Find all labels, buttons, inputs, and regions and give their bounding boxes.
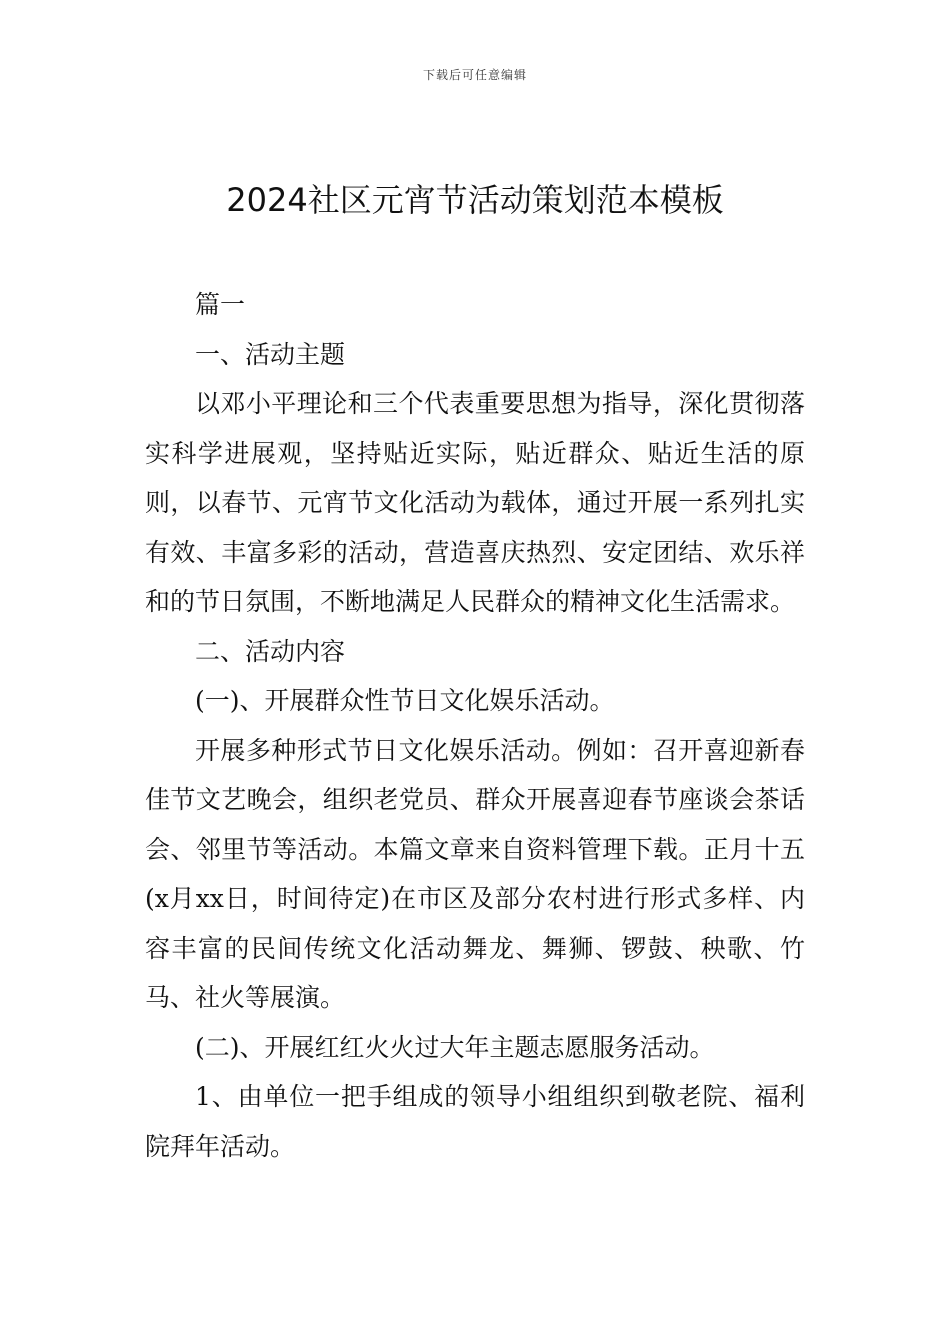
document-body: [145, 280, 805, 1171]
heading-activity-theme: 一、活动主题: [195, 339, 346, 369]
paragraph-theme: 以邓小平理论和三个代表重要思想为指导，深化贯彻落实科学进展观，坚持贴近实际，贴近群众、贴近生活的原则，以春节、元宵节文化活动为载体，通过开展一系列扎实有效、丰富多彩的活动，营造喜庆热烈、安定团结、欢乐祥和的节日氛围，不断地满足人民群众的精神文化生活需求。: [145, 389, 805, 616]
header-note: 下载后可任意编辑: [422, 68, 527, 82]
heading-activity-content: 二、活动内容: [195, 636, 346, 666]
document-title: 2024社区元宵节活动策划范本模板: [226, 181, 724, 219]
subheading-cultural-activities: (一)、开展群众性节日文化娱乐活动。: [195, 686, 615, 715]
section-label: 篇一: [195, 290, 246, 319]
paragraph-cultural-activities: 开展多种形式节日文化娱乐活动。例如：召开喜迎新春佳节文艺晚会，组织老党员、群众开展喜迎春节座谈会茶话会、邻里节等活动。本篇文章来自资料管理下载。正月十五(x月xx日，时间待定)在市区及部分农村进行形式多样、内容丰富的民间传统文化活动舞龙、舞狮、锣鼓、秧歌、竹马、社火等展演。: [145, 735, 805, 1012]
subheading-volunteer-service: (二)、开展红红火火过大年主题志愿服务活动。: [195, 1032, 715, 1062]
paragraph-item-1: 1、由单位一把手组成的领导小组组织到敬老院、福利院拜年活动。: [145, 1082, 805, 1161]
